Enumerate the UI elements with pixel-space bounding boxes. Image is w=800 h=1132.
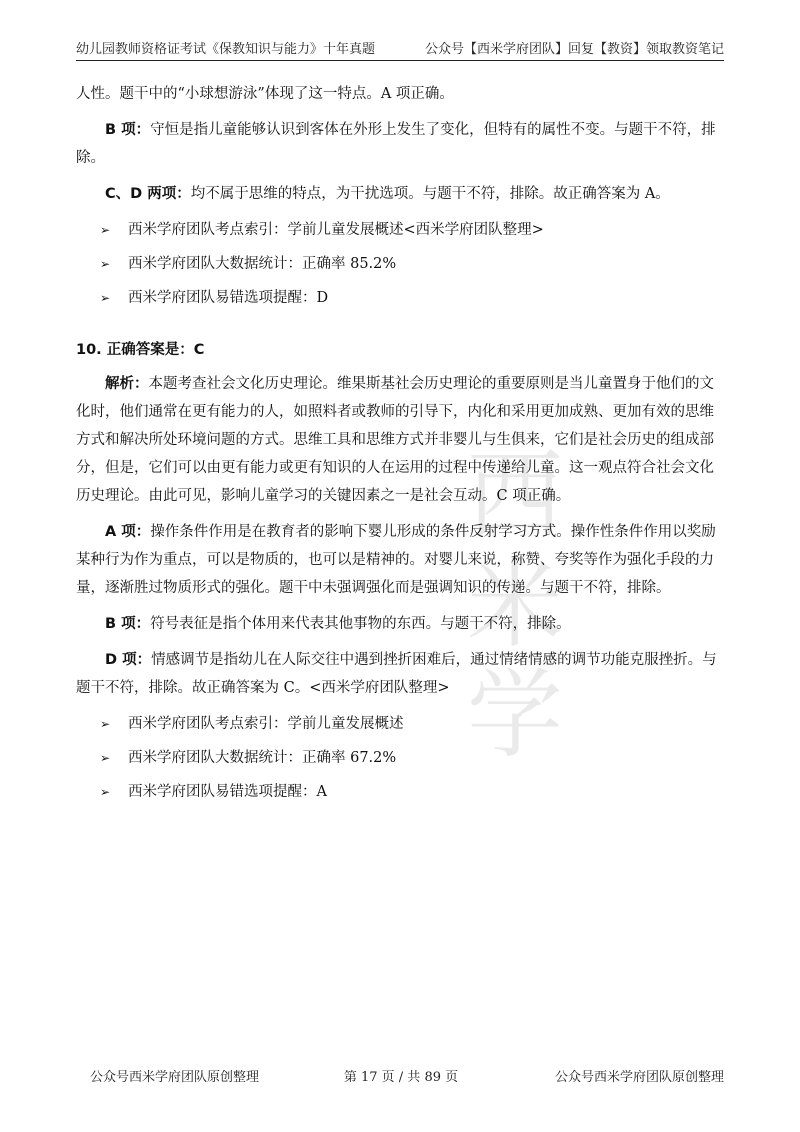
arrow-bullet-icon: ➢ (100, 717, 111, 731)
option-label: D 项： (105, 652, 152, 668)
analysis-paragraph (76, 370, 724, 510)
footer-left: 公众号西米学府团队原创整理 (90, 1070, 260, 1085)
watermark-logo: 西 米 学 (467, 439, 563, 771)
page-header (76, 36, 724, 61)
option-label: C、D 两项： (105, 186, 191, 202)
analysis-label: 解析： (105, 376, 149, 392)
option-label: B 项： (105, 122, 151, 138)
footer-right: 公众号西米学府团队原创整理 (554, 1070, 724, 1085)
header-title: 幼儿园教师资格证考试《保教知识与能力》十年真题 (76, 42, 376, 57)
analysis-text: 本题考查社会文化历史理论。维果斯基社会历史理论的重要原则是当儿童置身于他们的文化时，他们通常在更有能力的人，如照料者或教师的引导下，内化和采用更加成熟、更加有效的思维方式和解决所处环境问题的方式。思维工具和思维方式并非婴儿与生俱来，它们是社会历史的组成部分，但是，它们可以由更有能力或更有知识的人在运用的过程中传递给儿童。这一观点符合社会文化历史理论。由此可见，影响儿童学习的关键因素之一是社会互动。C 项正确。 (76, 376, 714, 504)
prev-option-cd (76, 180, 724, 208)
list-item: ➢ 西米学府团队考点索引：学前儿童发展概述 (76, 710, 724, 738)
question-heading: 10. 正确答案是：C (76, 342, 205, 358)
page-content (76, 80, 724, 812)
option-a (76, 518, 724, 602)
page-footer (76, 1066, 724, 1086)
list-item: ➢ 西米学府团队大数据统计：正确率 67.2% (76, 744, 724, 772)
list-item: ➢ 西米学府团队大数据统计：正确率 85.2% (76, 250, 724, 278)
page-number: 第 17 页 / 共 89 页 (343, 1070, 459, 1085)
option-text: 均不属于思维的特点，为干扰选项。与题干不符，排除。故正确答案为 A。 (190, 186, 670, 202)
prev-intro: 人性。题干中的“小球想游泳”体现了这一特点。A 项正确。 (76, 86, 454, 102)
arrow-bullet-icon: ➢ (100, 257, 111, 271)
arrow-bullet-icon: ➢ (100, 291, 111, 305)
arrow-bullet-icon: ➢ (100, 785, 111, 799)
arrow-bullet-icon: ➢ (100, 223, 111, 237)
prev-option-b (76, 116, 724, 172)
option-text: 情感调节是指幼儿在人际交往中遇到挫折困难后，通过情绪情感的调节功能克服挫折。与题干不符，排除。故正确答案为 C。<西米学府团队整理> (76, 652, 717, 696)
header-promo: 公众号【西米学府团队】回复【教资】领取教资笔记 (424, 42, 724, 57)
option-text: 操作条件作用是在教育者的影响下婴儿形成的条件反射学习方式。操作性条件作用以奖励某种行为作为重点，可以是物质的，也可以是精神的。对婴儿来说，称赞、夸奖等作为强化手段的力量，逐渐胜过物质形式的强化。题干中未强调强化而是强调知识的传递。与题干不符，排除。 (76, 524, 716, 596)
option-b (76, 610, 724, 638)
list-item: ➢ 西米学府团队易错选项提醒：D (76, 284, 724, 312)
list-item: ➢ 西米学府团队考点索引：学前儿童发展概述<西米学府团队整理> (76, 216, 724, 244)
option-text: 符号表征是指个体用来代表其他事物的东西。与题干不符，排除。 (150, 616, 571, 632)
option-d (76, 646, 724, 702)
arrow-bullet-icon: ➢ (100, 751, 111, 765)
option-text: 守恒是指儿童能够认识到客体在外形上发生了变化，但特有的属性不变。与题干不符，排除。 (76, 122, 716, 166)
option-label: A 项： (105, 524, 151, 540)
option-label: B 项： (105, 616, 151, 632)
list-item: ➢ 西米学府团队易错选项提醒：A (76, 778, 724, 806)
